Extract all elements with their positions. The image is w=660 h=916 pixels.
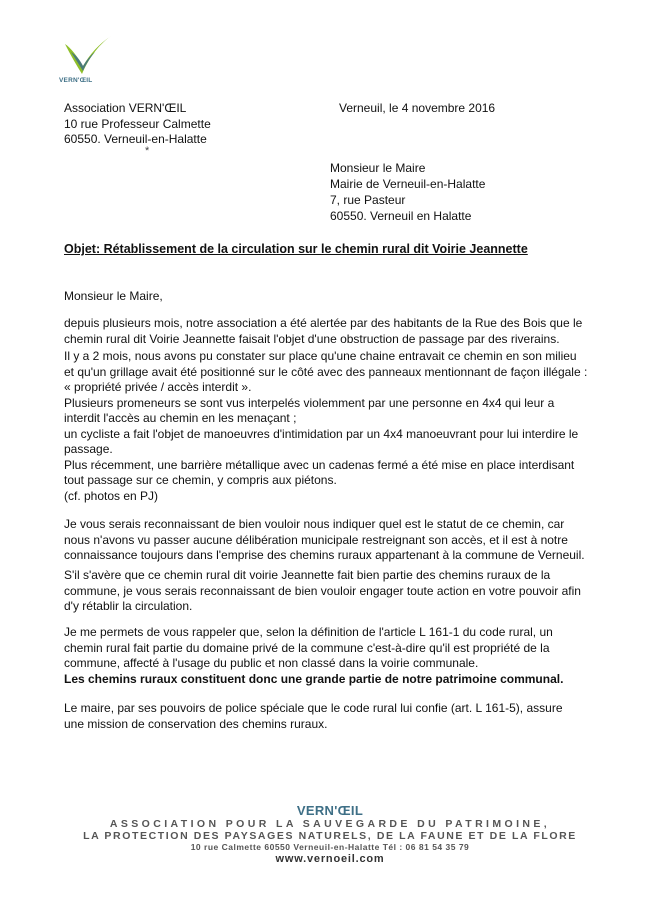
letter-subject: Objet: Rétablissement de la circulation sur le chemin rural dit Voirie Jeannette	[64, 242, 528, 256]
paragraph-line: chemin rural dit Voirie Jeannette faisait l'objet d'une obstruction de passage par des riverains.	[64, 331, 560, 346]
paragraph-line: commune, affecté à l'usage du public et non classé dans la voirie communale.	[64, 656, 479, 670]
footer-brand: VERN'ŒIL	[296, 803, 364, 818]
footer-address: 10 rue Calmette 60550 Verneuil-en-Halatte Tél : 06 81 54 35 79	[190, 842, 470, 852]
paragraph-line: Plusieurs promeneurs se sont vus interpelés violemment par une personne en 4x4 qui leur a	[64, 395, 555, 410]
paragraph-line: Je vous serais reconnaissant de bien vouloir nous indiquer quel est le statut de ce chemin, car	[64, 517, 565, 531]
recipient-org: Mairie de Verneuil-en-Halatte	[330, 177, 486, 191]
paragraph-line: « propriété privée / accès interdit ».	[64, 380, 252, 394]
footer-mission-line-1: ASSOCIATION POUR LA SAUVEGARDE DU PATRIMOINE,	[109, 818, 551, 830]
paragraph-6	[64, 701, 602, 732]
sender-address	[64, 101, 211, 148]
letter-date: Verneuil, le 4 novembre 2016	[339, 101, 496, 115]
paragraph-line: nous n'avons vu passer aucune délibération municipale restreignant son accès, et il est à notre	[64, 532, 568, 547]
footer-mission-line-2: LA PROTECTION DES PAYSAGES NATURELS, DE LA FAUNE ET DE LA FLORE	[83, 830, 577, 842]
paragraph-line: Je me permets de vous rappeler que, selon la définition de l'article L 161-1 du code rural, un	[64, 625, 553, 639]
paragraph-4	[64, 568, 602, 615]
paragraph-line: S'il s'avère que ce chemin rural dit voirie Jeannette fait bien partie des chemins ruraux de la	[64, 568, 551, 582]
paragraph-line: connaissance toujours dans l'emprise des chemins ruraux appartenant à la commune de Verneuil.	[64, 548, 585, 562]
paragraph-line: et qu'un grillage avait été positionné sur le côté avec des panneaux mentionnant de façon illégale :	[64, 364, 588, 379]
paragraph-line: un cycliste a fait l'objet de manoeuvres d'intimidation par un 4x4 manoeuvrant pour lui interdire le	[64, 426, 579, 441]
recipient-city: 60550. Verneuil en Halatte	[330, 209, 472, 223]
logo-text: VERN'ŒIL	[59, 77, 93, 84]
paragraph-line: d'y rétablir la circulation.	[64, 599, 193, 613]
paragraph-line: interdit l'accès au chemin en les menaçant ;	[64, 411, 297, 425]
paragraph-line: commune, je vous serais reconnaissant de bien vouloir engager toute action en votre pouvoir afin	[64, 583, 581, 598]
letter-footer	[0, 803, 660, 866]
sender-street: 10 rue Professeur Calmette	[64, 116, 211, 131]
paragraph-line: depuis plusieurs mois, notre association a été alertée par des habitants de la Rue des Bois que le	[64, 316, 583, 330]
vernoeil-logo-icon	[55, 34, 115, 80]
sender-mark: *	[145, 145, 150, 157]
paragraph-line: tout passage sur ce chemin, y compris aux piétons.	[64, 473, 337, 487]
paragraph-line: passage.	[64, 442, 113, 456]
recipient-title: Monsieur le Maire	[330, 161, 426, 175]
paragraph-line: (cf. photos en PJ)	[64, 488, 159, 503]
sender-city: 60550. Verneuil-en-Halatte	[64, 132, 207, 146]
footer-website: www.vernoeil.com	[275, 853, 385, 865]
paragraph-line: Le maire, par ses pouvoirs de police spéciale que le code rural lui confie (art. L 161-5), assure	[64, 701, 563, 715]
paragraph-bold-line: Les chemins ruraux constituent donc une grande partie de notre patrimoine communal.	[64, 671, 564, 686]
paragraph-line: chemin rural fait partie du domaine privé de la commune c'est-à-dire qu'il est propriété de la	[64, 640, 550, 655]
recipient-street: 7, rue Pasteur	[330, 193, 406, 207]
paragraph-line: Il y a 2 mois, nous avons pu constater sur place qu'une chaine entravait ce chemin en son milieu	[64, 349, 577, 363]
paragraph-3	[64, 517, 602, 564]
paragraph-1	[64, 316, 602, 347]
paragraph-2	[64, 349, 602, 504]
paragraph-line: Plus récemment, une barrière métallique avec un cadenas fermé a été mise en place interdisant	[64, 457, 575, 472]
paragraph-line: une mission de conservation des chemins ruraux.	[64, 716, 328, 731]
paragraph-5	[64, 625, 602, 687]
salutation: Monsieur le Maire,	[64, 289, 163, 303]
sender-name: Association VERN'ŒIL	[64, 101, 187, 115]
recipient-address	[330, 160, 485, 224]
